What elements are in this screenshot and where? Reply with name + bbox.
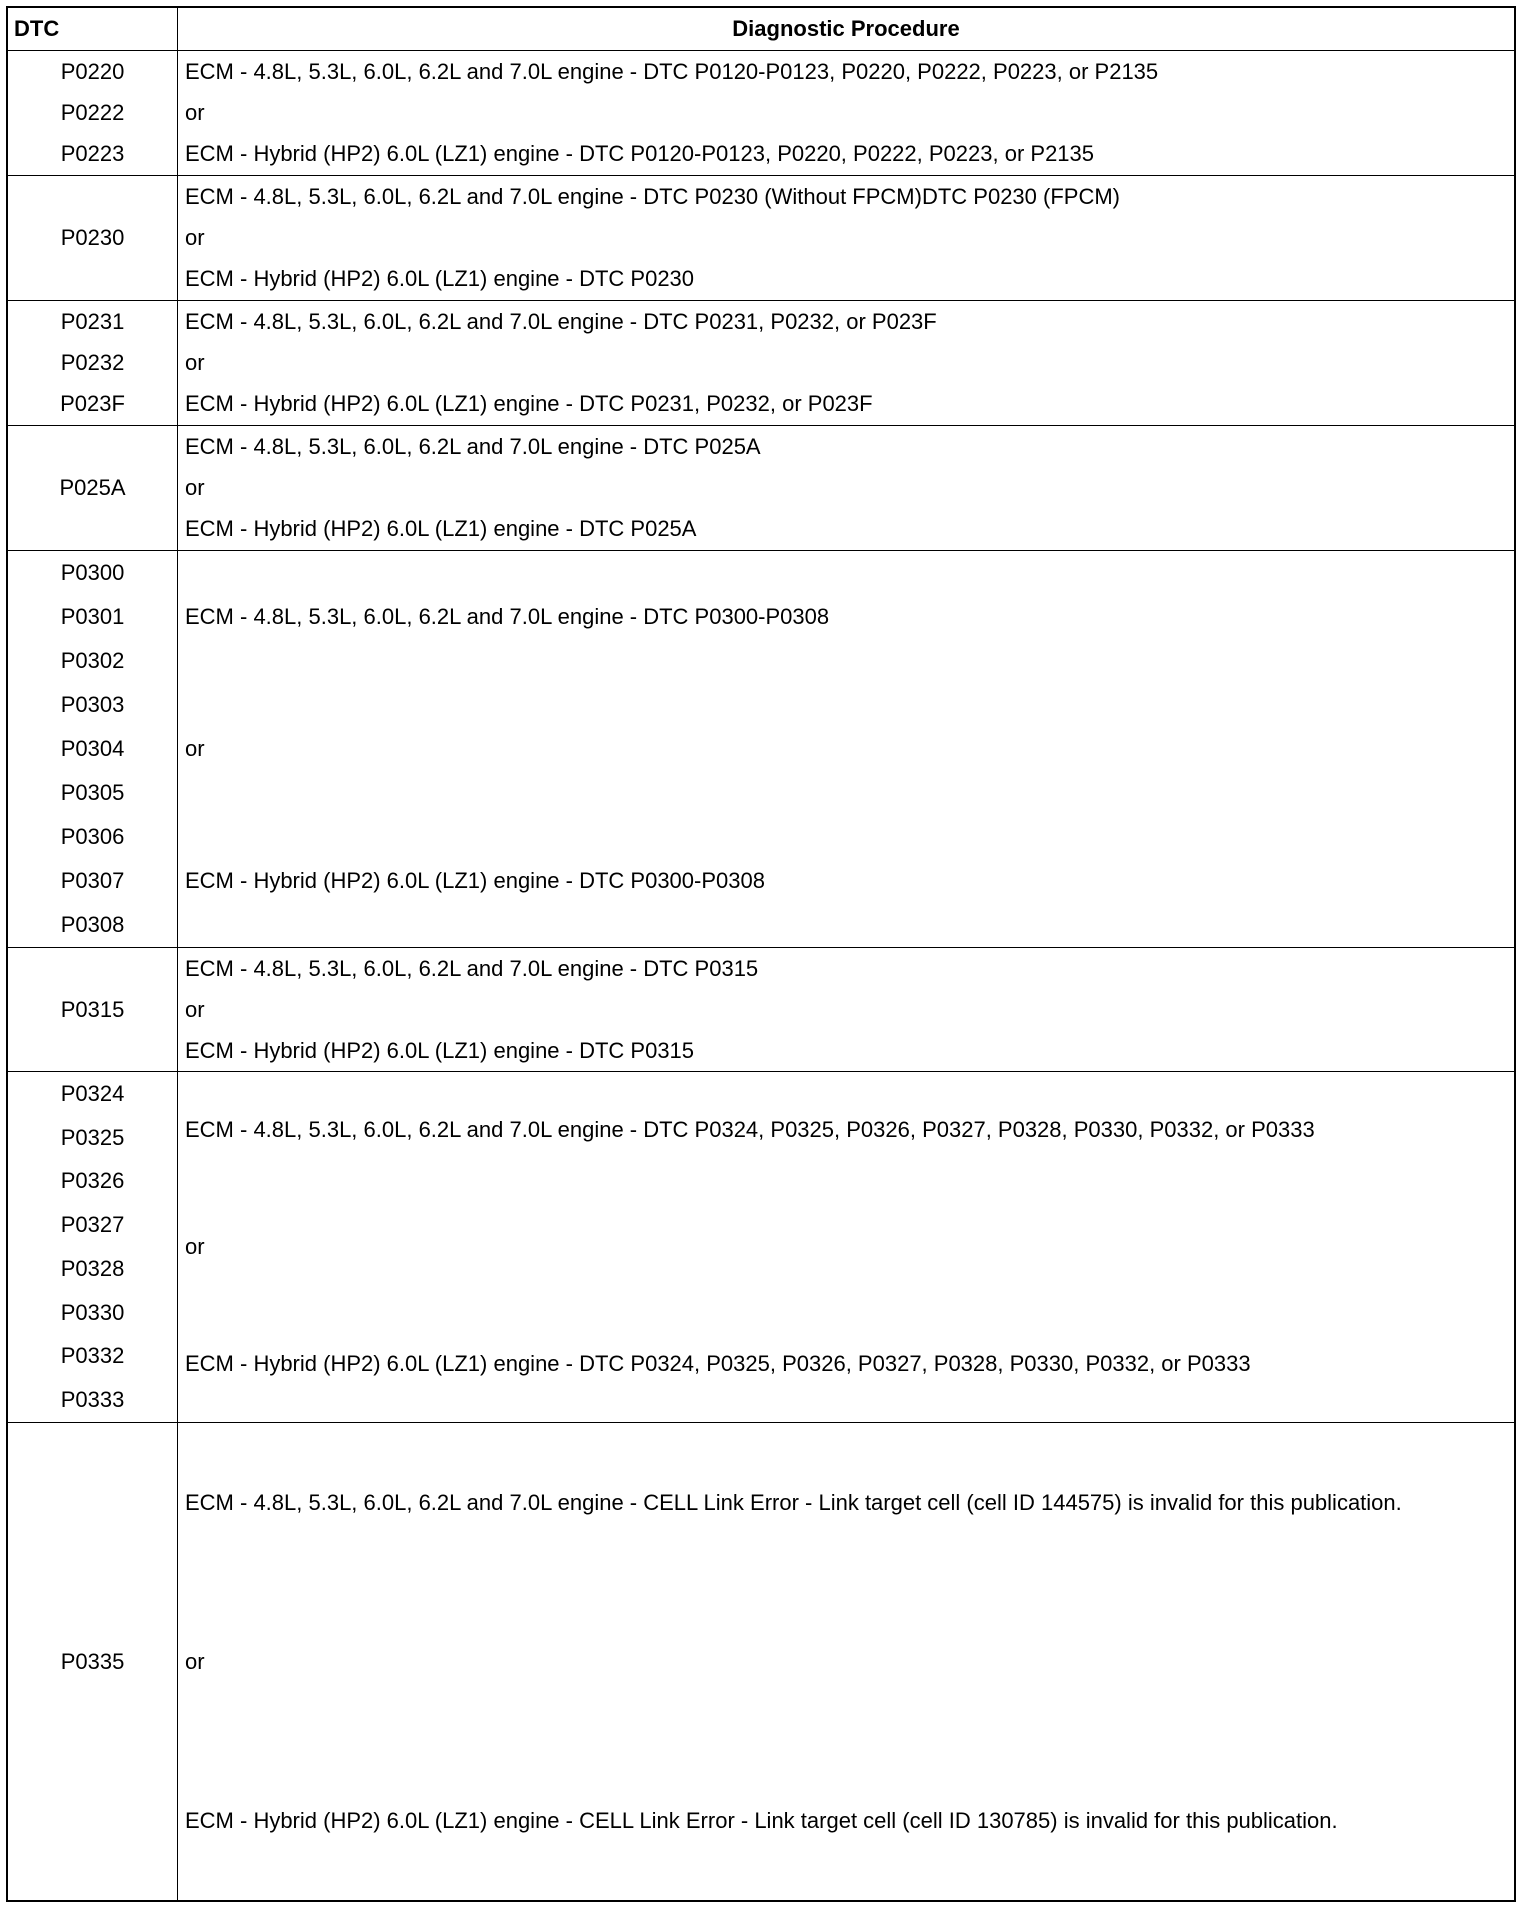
table-row [8, 425, 1514, 550]
procedure-link-text: ECM - Hybrid (HP2) 6.0L (LZ1) engine - DTC P0120-P0123, P0220, P0222, P0223, or P2135 [185, 141, 1095, 167]
dtc-code: P023F [60, 391, 125, 417]
procedure-link-text: ECM - 4.8L, 5.3L, 6.0L, 6.2L and 7.0L engine - DTC P0300-P0308 [185, 604, 830, 629]
dtc-table [6, 6, 1516, 1902]
dtc-code: P0308 [60, 912, 125, 937]
dtc-code: P0232 [60, 349, 125, 375]
procedure-cell [178, 551, 1514, 947]
procedure-cell [178, 301, 1514, 425]
procedure-or: or [185, 224, 205, 250]
dtc-cell [8, 551, 178, 947]
procedure-link-text: ECM - 4.8L, 5.3L, 6.0L, 6.2L and 7.0L engine - DTC P0324, P0325, P0326, P0327, P0328, P0330, P0332, or P0333 [185, 1117, 1315, 1143]
table-row [8, 947, 1514, 1071]
dtc-code: P0300 [60, 560, 125, 585]
procedure-cell [178, 948, 1514, 1071]
dtc-code: P0335 [60, 1648, 125, 1674]
procedure-or: or [185, 99, 205, 125]
procedure-cell [178, 1072, 1514, 1422]
procedure-cell [178, 51, 1514, 175]
table-row [8, 1422, 1514, 1900]
dtc-code: P0230 [60, 225, 125, 250]
procedure-link-text: ECM - 4.8L, 5.3L, 6.0L, 6.2L and 7.0L engine - CELL Link Error - Link target cell (cell ID 144575) is invalid for this publication. [185, 1489, 1402, 1515]
dtc-code: P0328 [60, 1255, 125, 1281]
procedure-cell [178, 426, 1514, 550]
dtc-code: P0231 [60, 308, 125, 334]
dtc-code: P0304 [60, 736, 125, 761]
procedure-link-text: ECM - 4.8L, 5.3L, 6.0L, 6.2L and 7.0L engine - DTC P0315 [185, 955, 759, 981]
dtc-code: P0325 [60, 1124, 125, 1150]
dtc-code: P0333 [60, 1387, 125, 1413]
dtc-cell [8, 176, 178, 300]
table-row [8, 550, 1514, 947]
procedure-link-text: ECM - 4.8L, 5.3L, 6.0L, 6.2L and 7.0L engine - DTC P0120-P0123, P0220, P0222, P0223, or P2135 [185, 58, 1159, 84]
dtc-cell [8, 301, 178, 425]
table-row [8, 51, 1514, 175]
dtc-code: P0330 [60, 1299, 125, 1325]
procedure-link-text: ECM - Hybrid (HP2) 6.0L (LZ1) engine - DTC P0231, P0232, or P023F [185, 391, 873, 417]
dtc-code: P0222 [60, 99, 125, 125]
procedure-link-text: ECM - 4.8L, 5.3L, 6.0L, 6.2L and 7.0L engine - DTC P0230 (Without FPCM)DTC P0230 (FPCM) [185, 183, 1120, 209]
dtc-code: P0332 [60, 1343, 125, 1369]
procedure-or: or [185, 1233, 205, 1259]
dtc-code: P0220 [60, 58, 125, 84]
procedure-cell [178, 1423, 1514, 1900]
procedure-link-text: ECM - Hybrid (HP2) 6.0L (LZ1) engine - DTC P0315 [185, 1037, 695, 1063]
dtc-code: P0223 [60, 141, 125, 167]
procedure-link-text: ECM - Hybrid (HP2) 6.0L (LZ1) engine - DTC P025A [185, 516, 697, 542]
procedure-link-text: ECM - Hybrid (HP2) 6.0L (LZ1) engine - CELL Link Error - Link target cell (cell ID 130785) is invalid for this publication. [185, 1807, 1338, 1833]
dtc-cell [8, 948, 178, 1071]
table-row [8, 175, 1514, 300]
dtc-code: P0301 [60, 604, 125, 629]
table-row [8, 300, 1514, 425]
dtc-cell [8, 51, 178, 175]
dtc-code: P0302 [60, 648, 125, 673]
dtc-code: P0306 [60, 824, 125, 849]
procedure-link-text: ECM - Hybrid (HP2) 6.0L (LZ1) engine - DTC P0300-P0308 [185, 868, 765, 893]
dtc-cell [8, 1072, 178, 1422]
dtc-code: P0305 [60, 780, 125, 805]
procedure-or: or [185, 996, 205, 1022]
dtc-code: P0315 [60, 996, 125, 1022]
header-dtc: DTC [8, 8, 178, 50]
procedure-or: or [185, 474, 205, 500]
procedure-link-text: ECM - 4.8L, 5.3L, 6.0L, 6.2L and 7.0L engine - DTC P025A [185, 433, 761, 459]
procedure-link-text: ECM - Hybrid (HP2) 6.0L (LZ1) engine - DTC P0230 [185, 266, 695, 292]
table-row [8, 1071, 1514, 1422]
procedure-or: or [185, 349, 205, 375]
dtc-code: P0303 [60, 692, 125, 717]
dtc-code: P025A [59, 475, 126, 500]
procedure-or: or [185, 736, 205, 761]
header-row [8, 8, 1514, 51]
dtc-code: P0307 [60, 868, 125, 893]
dtc-cell [8, 426, 178, 550]
procedure-link-text: ECM - 4.8L, 5.3L, 6.0L, 6.2L and 7.0L engine - DTC P0231, P0232, or P023F [185, 308, 937, 334]
dtc-cell [8, 1423, 178, 1900]
procedure-link-text: ECM - Hybrid (HP2) 6.0L (LZ1) engine - DTC P0324, P0325, P0326, P0327, P0328, P0330, P0332, or P0333 [185, 1350, 1251, 1376]
procedure-or: or [185, 1648, 205, 1674]
procedure-cell [178, 176, 1514, 300]
dtc-code: P0326 [60, 1168, 125, 1194]
dtc-code: P0327 [60, 1212, 125, 1238]
header-diagnostic-procedure: Diagnostic Procedure [732, 16, 960, 41]
dtc-code: P0324 [60, 1080, 125, 1106]
